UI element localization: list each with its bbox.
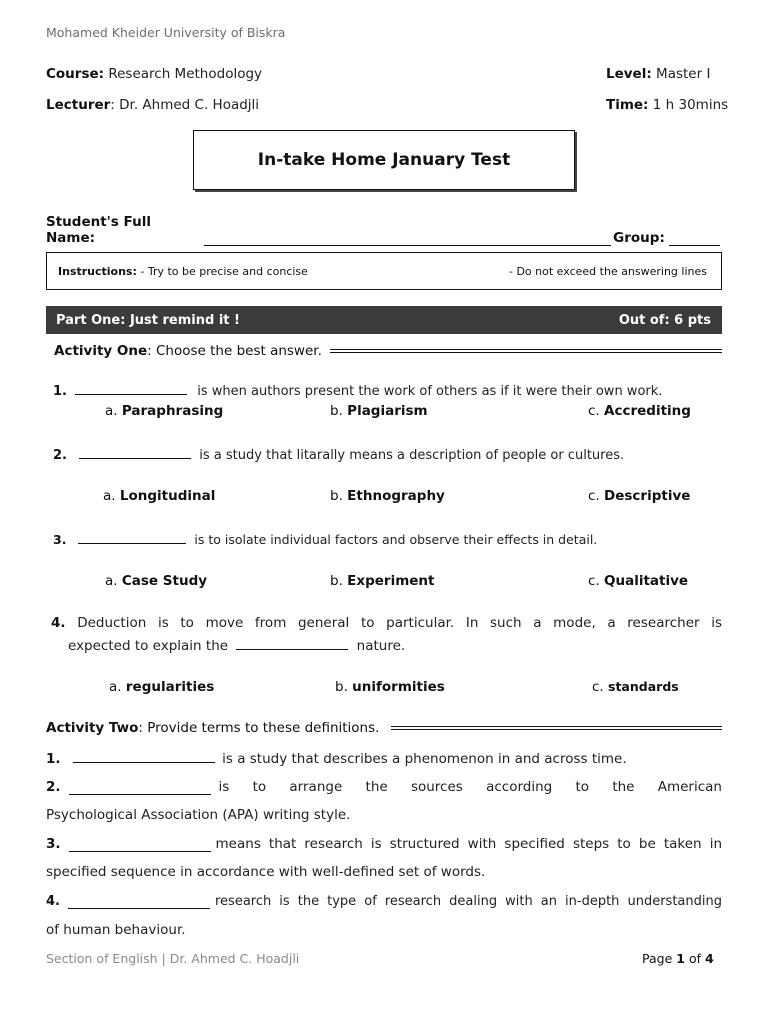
answer-blank[interactable] (73, 750, 215, 763)
option-text: uniformities (352, 679, 445, 695)
item-number: 1. (46, 751, 61, 767)
item-number: 4. (46, 894, 60, 909)
item-number: 2. (46, 779, 61, 795)
part-one-bar (46, 306, 722, 334)
activity-one-label: Activity One (54, 343, 148, 359)
definition-text: is a study that describes a phenomenon in and across time. (222, 751, 627, 767)
option-letter: c. (588, 573, 600, 589)
student-name-label: Student's Full Name: (46, 214, 151, 246)
lecturer-value: : Dr. Ahmed C. Hoadjli (110, 97, 260, 113)
answer-blank[interactable] (68, 896, 210, 909)
lecturer-label: Lecturer (46, 97, 111, 113)
level-value: Master I (656, 66, 711, 82)
option-text: Accrediting (604, 403, 691, 419)
answer-blank[interactable] (75, 382, 187, 395)
time-line (606, 97, 728, 113)
activity-two-instruction: : Provide terms to these definitions. (138, 720, 380, 736)
definition-2-line-1 (46, 779, 722, 795)
level-label: Level: (606, 66, 652, 82)
page-number (642, 951, 714, 966)
definition-2-line-2: Psychological Association (APA) writing style. (46, 807, 351, 823)
question-3 (53, 531, 597, 547)
lecturer-line (46, 97, 259, 113)
question-number: 1. (53, 384, 67, 399)
part-one-title: Part One: Just remind it ! (56, 312, 240, 328)
question-text: expected to explain the (68, 638, 229, 654)
question-number: 2. (53, 448, 67, 463)
question-text: Deduction is to move from general to particular. In such a mode, a researcher is (77, 615, 722, 631)
time-value: 1 h 30mins (652, 97, 729, 113)
question-number: 3. (53, 532, 67, 547)
option-b[interactable] (330, 573, 435, 589)
option-letter: c. (588, 488, 600, 504)
level-line (606, 66, 710, 82)
university-name: Mohamed Kheider University of Biskra (46, 25, 286, 40)
question-text: nature. (356, 638, 406, 654)
course-line (46, 66, 262, 82)
question-text: is when authors present the work of others as if it were their own work. (197, 384, 663, 399)
option-text: Ethnography (347, 488, 445, 504)
question-1 (53, 382, 662, 399)
page-word: Page (642, 951, 673, 966)
option-letter: a. (109, 679, 122, 695)
time-label: Time: (606, 97, 649, 113)
option-text: Longitudinal (119, 488, 216, 504)
student-name-row (46, 214, 722, 246)
question-4-line-2 (68, 637, 405, 654)
activity-two-label: Activity Two (46, 720, 139, 736)
option-letter: a. (103, 488, 116, 504)
activity-one-heading (54, 343, 722, 359)
option-c[interactable] (588, 573, 688, 589)
definition-1 (46, 750, 627, 767)
option-letter: b. (330, 488, 343, 504)
answer-blank[interactable] (69, 782, 211, 795)
instructions-right: - Do not exceed the answering lines (509, 264, 707, 278)
definition-3-line-1 (46, 836, 722, 852)
activity-one-instruction: : Choose the best answer. (147, 343, 322, 359)
option-b[interactable] (335, 679, 445, 695)
course-label: Course: (46, 66, 105, 82)
activity-two-heading (46, 720, 722, 736)
option-text: Qualitative (604, 573, 689, 589)
option-text: standards (608, 679, 679, 694)
question-text: is a study that litarally means a description of people or cultures. (199, 448, 625, 463)
item-number: 3. (46, 836, 61, 852)
course-value: Research Methodology (108, 66, 263, 82)
option-c[interactable] (588, 488, 690, 504)
option-letter: c. (592, 679, 604, 695)
group-field[interactable] (669, 231, 720, 246)
question-4-line-1 (51, 615, 722, 631)
option-letter: a. (105, 573, 118, 589)
option-letter: b. (335, 679, 348, 695)
option-letter: c. (588, 403, 600, 419)
definition-3-line-2: specified sequence in accordance with well-defined set of words. (46, 864, 486, 880)
footer-section: Section of English | Dr. Ahmed C. Hoadjli (46, 951, 300, 966)
option-text: Paraphrasing (121, 403, 224, 419)
option-a[interactable] (105, 573, 207, 589)
option-letter: b. (330, 403, 343, 419)
option-b[interactable] (330, 403, 428, 419)
definition-text: means that research is structured with specified steps to be taken in (215, 836, 722, 852)
answer-blank[interactable] (69, 839, 211, 852)
instructions-label: Instructions: (58, 264, 137, 278)
option-text: Descriptive (604, 488, 691, 504)
question-text: is to isolate individual factors and observe their effects in detail. (194, 532, 598, 547)
instructions-left (58, 265, 308, 278)
option-letter: b. (330, 573, 343, 589)
group-label: Group: (613, 230, 665, 246)
part-one-score: Out of: 6 pts (618, 312, 711, 328)
option-a[interactable] (109, 679, 214, 695)
option-text: Experiment (347, 573, 435, 589)
option-b[interactable] (330, 488, 445, 504)
double-rule (330, 349, 722, 353)
page-current: 1 (676, 951, 685, 966)
answer-blank[interactable] (78, 531, 186, 544)
option-letter: a. (105, 403, 118, 419)
page-total: 4 (704, 951, 714, 966)
option-text: Case Study (121, 573, 208, 589)
definition-4-line-1 (46, 894, 722, 909)
student-name-field[interactable] (204, 231, 611, 246)
double-rule (391, 726, 722, 730)
answer-blank[interactable] (79, 446, 191, 459)
option-c[interactable] (588, 403, 691, 419)
option-text: Plagiarism (347, 403, 428, 419)
instructions-box (46, 252, 722, 290)
question-2 (53, 446, 624, 463)
option-a[interactable] (103, 488, 215, 504)
definition-text: research is the type of research dealing with an in-depth understanding (214, 894, 722, 909)
option-a[interactable] (105, 403, 223, 419)
instructions-left-text: - Try to be precise and concise (140, 264, 308, 278)
test-title: In-take Home January Test (193, 130, 575, 190)
definition-4-line-2: of human behaviour. (46, 922, 186, 938)
of-word: of (688, 951, 701, 966)
definition-text: is to arrange the sources according to the American (218, 779, 722, 795)
answer-blank[interactable] (236, 637, 348, 650)
option-text: regularities (125, 679, 215, 695)
option-c[interactable] (592, 679, 679, 695)
question-number: 4. (51, 615, 66, 631)
